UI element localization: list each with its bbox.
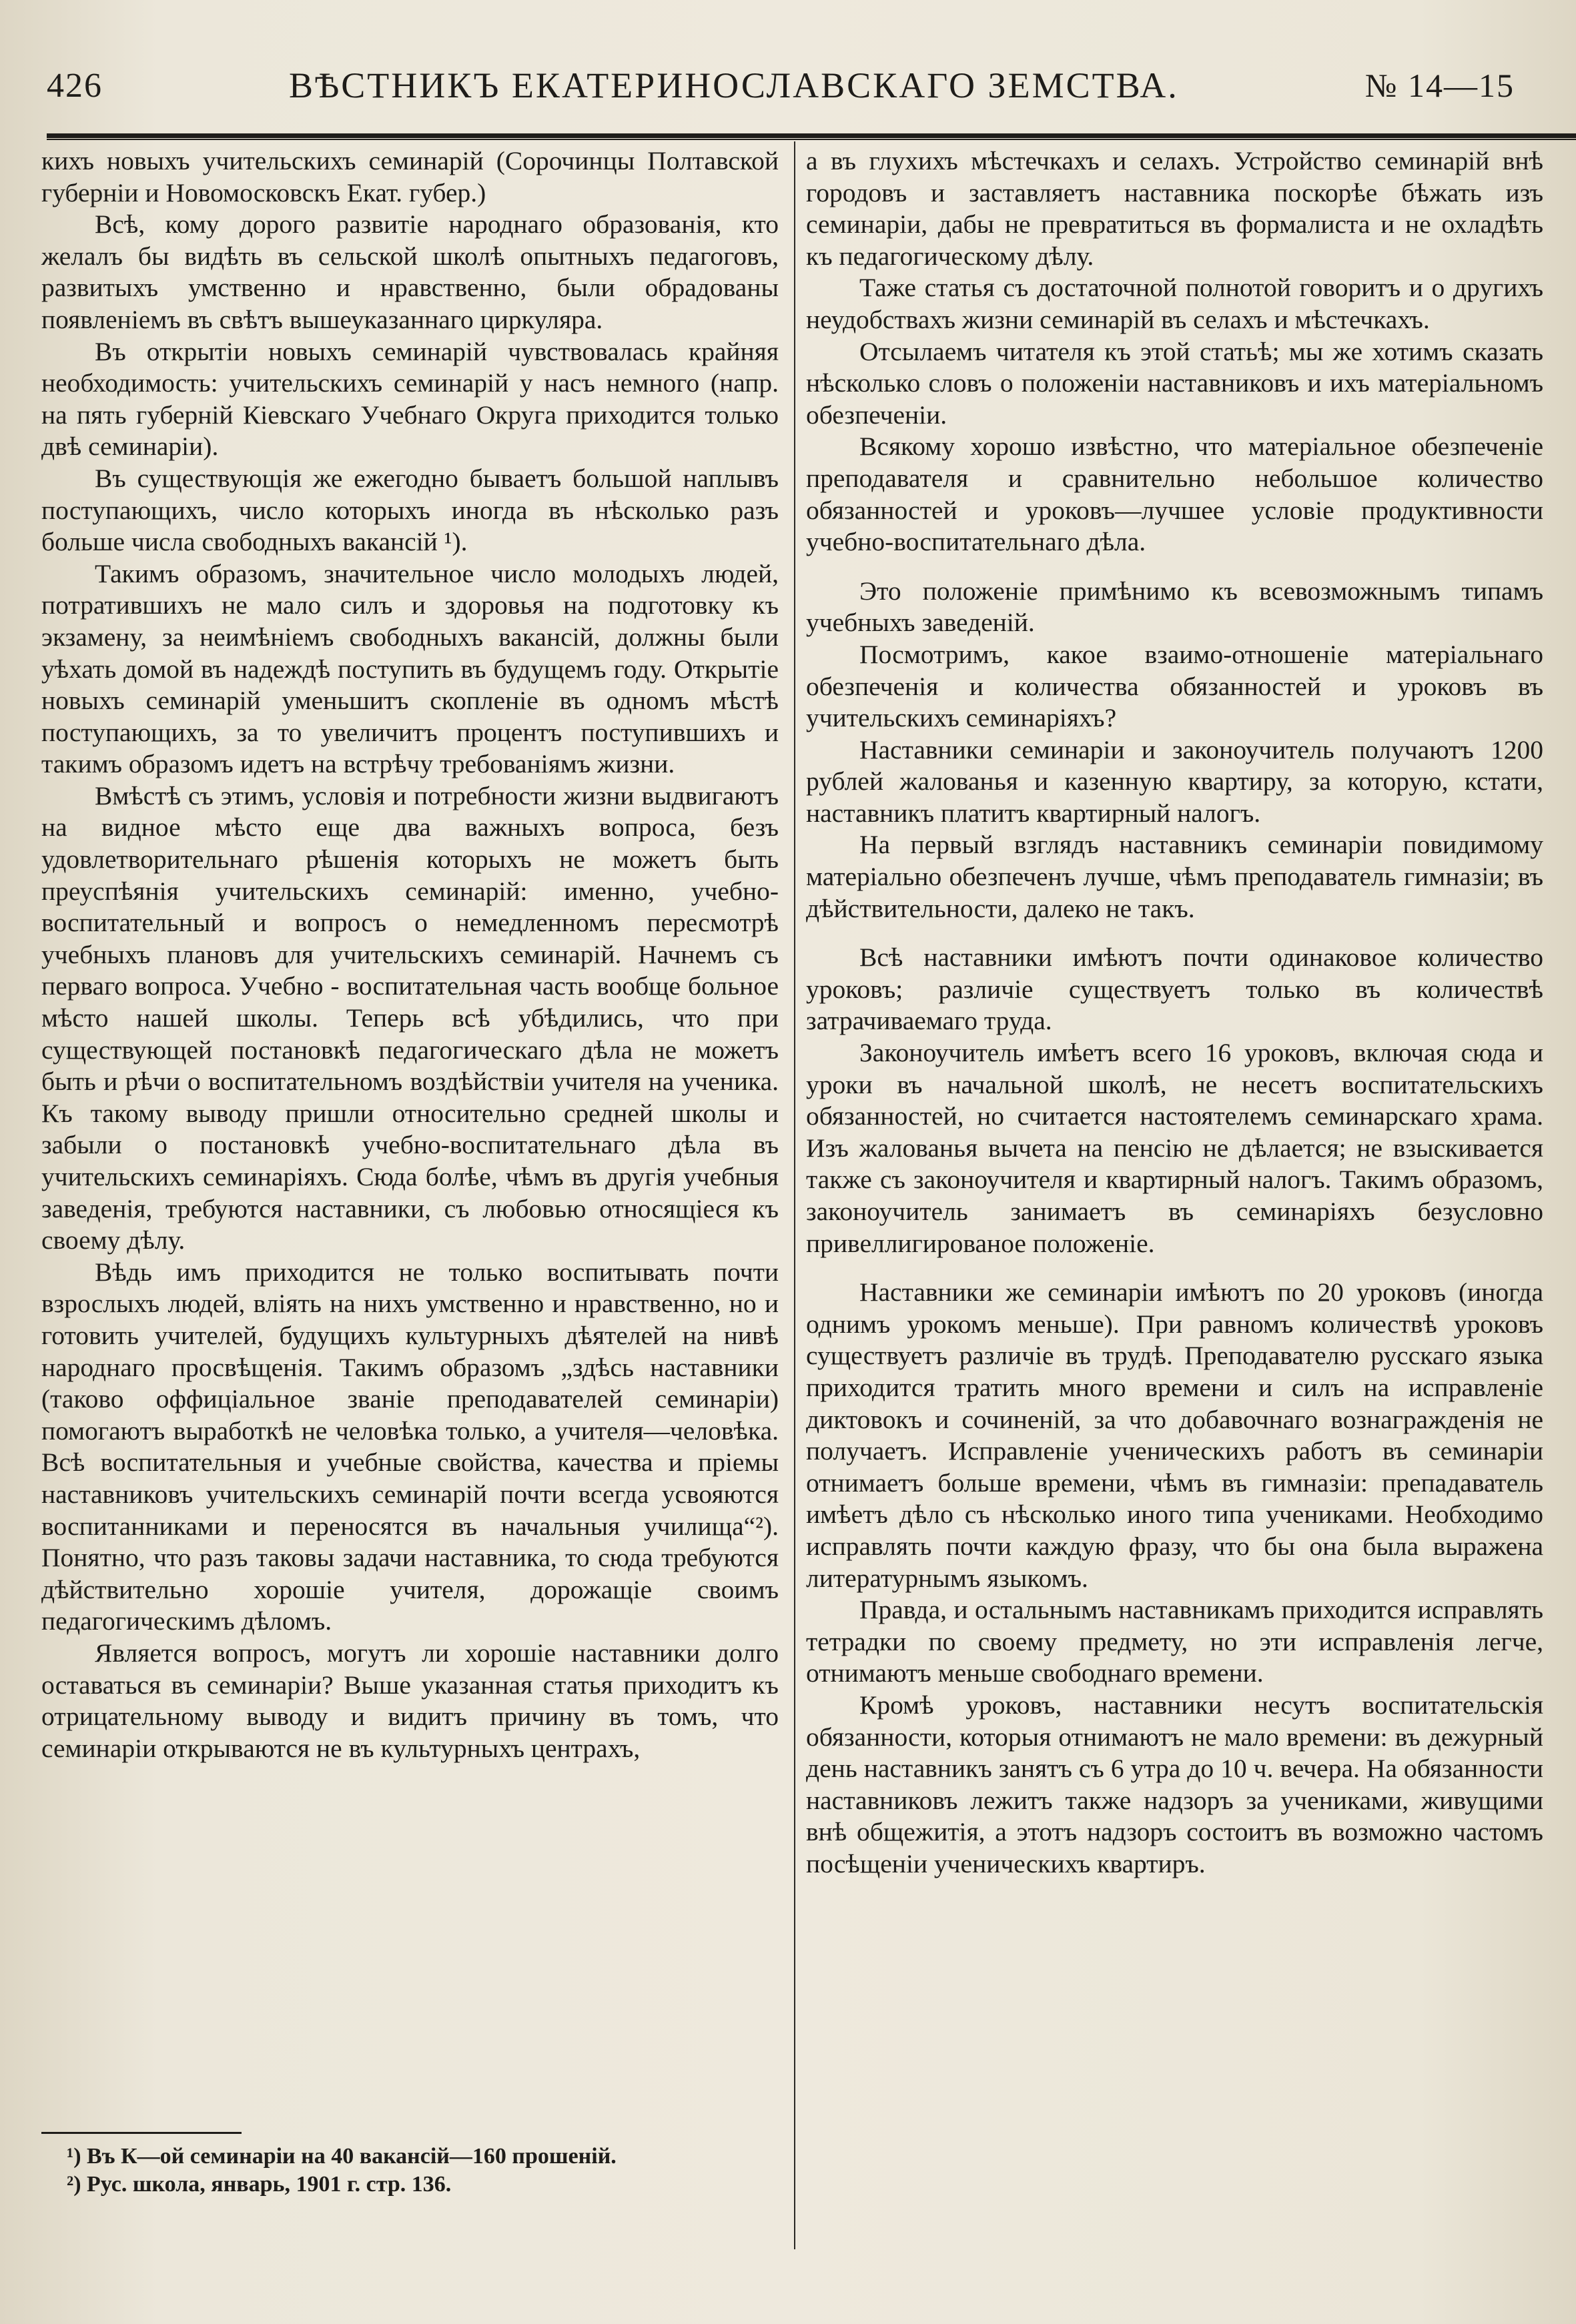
paragraph: На первый взглядъ наставникъ семинаріи повидимому матеріально обезпеченъ лучше, чѣмъ преподаватель гимназіи; въ дѣйствительности, далеко не такъ. xyxy=(806,830,1543,923)
paragraph: Правда, и остальнымъ наставникамъ приходится исправлять тетрадки по своему предмету, но эти исправленія легче, отнимаютъ меньше свободнаго времени. xyxy=(806,1595,1543,1688)
paragraph: Такимъ образомъ, значительное число молодыхъ людей, потратившихъ не мало силъ и здоровья на подготовку къ экзамену, за неимѣніемъ свободныхъ вакансій, должны были уѣхать домой въ надеждѣ поступить въ будущемъ году. Открытіе новыхъ семинарій уменьшитъ скопленіе въ одномъ мѣстѣ поступающихъ, за то увеличитъ процентъ поступившихъ и такимъ образомъ идетъ на встрѣчу требованіямъ жизни. xyxy=(41,558,779,779)
footnotes xyxy=(67,2143,774,2199)
paragraph: Въ открытіи новыхъ семинарій чувствовалась крайняя необходимость: учительскихъ семинарій у насъ немного (напр. на пять губерній Кіевскаго Учебнаго Округа приходится только двѣ семинаріи). xyxy=(41,336,779,462)
running-header xyxy=(47,59,1515,112)
paragraph: Таже статья съ достаточной полнотой говоритъ и о другихъ неудобствахъ жизни семинарій въ селахъ и мѣстечкахъ. xyxy=(806,273,1543,334)
paragraph: Наставники семинаріи и законоучитель получаютъ 1200 рублей жалованья и казенную квартиру, за которую, кстати, наставникъ платитъ квартирный налогъ. xyxy=(806,734,1543,828)
footnote: ¹) Въ К—ой семинаріи на 40 вакансій—160 прошеній. xyxy=(67,2144,617,2169)
issue-number: № 14—15 xyxy=(1364,67,1515,104)
paragraph: Въ существующія же ежегодно бываетъ большой наплывъ поступающихъ, число которыхъ иногда въ нѣсколько разъ больше числа свободныхъ вакансій ¹). xyxy=(41,463,779,557)
paragraph: Вѣдь имъ приходится не только воспитывать почти взрослыхъ людей, вліять на нихъ умственно и нравственно, но и готовить учителей, будущихъ культурныхъ дѣятелей на нивѣ народнаго просвѣщенія. Такимъ образомъ „здѣсь наставники (таково оффиціальное званіе преподавателей семинаріи) помогаютъ выработкѣ не человѣка только, а учителя—человѣка. Всѣ воспитательныя и учебные свойства, качества и пріемы наставниковъ учительскихъ семинарій почти всегда усвояются воспитанниками и переносятся въ начальныя училища“²). Понятно, что разъ таковы задачи наставника, то сюда требуются дѣйствительно хорошіе учителя, дорожащіе своимъ педагогическимъ дѣломъ. xyxy=(41,1257,779,1636)
paragraph: Наставники же семинаріи имѣютъ по 20 уроковъ (иногда однимъ урокомъ меньше). При равномъ количествѣ уроковъ существуетъ различіе въ трудѣ. Преподавателю русскаго языка приходится тратить много времени и силъ на исправленіе диктовокъ и сочиненій, за что добавочнаго вознагражденія не получаетъ. Исправленіе ученическихъ работъ въ семинаріи отнимаетъ больше времени, чѣмъ въ гимназіи: препадаватель имѣетъ дѣло съ нѣсколько иного типа учениками. Необходимо исправлять почти каждую фразу, что бы она была выражена литературнымъ языкомъ. xyxy=(806,1277,1543,1593)
paragraph: Кромѣ уроковъ, наставники несутъ воспитательскія обязанности, которыя отнимаютъ не мало времени: въ дежурный день наставникъ занятъ съ 6 утра до 10 ч. вечера. На обязанности наставниковъ лежитъ также надзоръ за учениками, живущими внѣ общежитія, а этотъ надзоръ состоитъ въ возможно частомъ посѣщеніи ученическихъ квартиръ. xyxy=(806,1690,1543,1878)
paragraph: Посмотримъ, какое взаимо-отношеніе матеріальнаго обезпеченія и количества обязанностей и уроковъ въ учительскихъ семинаріяхъ? xyxy=(806,639,1543,733)
left-column xyxy=(41,145,779,2247)
journal-title: ВѢСТНИКЪ ЕКАТЕРИНОСЛАВСКАГО ЗЕМСТВА. xyxy=(289,65,1179,105)
paragraph: а въ глухихъ мѣстечкахъ и селахъ. Устройство семинарій внѣ городовъ и заставляетъ наставника поскорѣе бѣжать изъ семинаріи, дабы не превратиться въ формалиста и не охладѣть къ педагогическому дѣлу. xyxy=(806,146,1543,271)
page-number: 426 xyxy=(47,66,103,105)
column-divider xyxy=(794,141,795,2249)
footnote-rule xyxy=(41,2132,242,2134)
paragraph: Отсылаемъ читателя къ этой статьѣ; мы же хотимъ сказать нѣсколько словъ о положеніи наставниковъ и ихъ матеріальномъ обезпеченіи. xyxy=(806,336,1543,430)
footnote: ²) Рус. школа, январь, 1901 г. стр. 136. xyxy=(67,2172,452,2197)
paragraph: Вмѣстѣ съ этимъ, условія и потребности жизни выдвигаютъ на видное мѣсто еще два важныхъ вопроса, безъ удовлетворительнаго рѣшенія которыхъ не можетъ быть преуспѣянія учительскихъ семинарій: именно, учебно-воспитательный и вопросъ о немедленномъ пересмотрѣ учебныхъ плановъ для учительскихъ семинарій. Начнемъ съ перваго вопроса. Учебно - воспитательная часть вообще больное мѣсто нашей школы. Теперь всѣ убѣдились, что при существующей постановкѣ педагогическаго дѣла не можетъ быть и рѣчи о воспитательномъ воздѣйствіи учителя на ученика. Къ такому выводу пришли относительно средней школы и забыли о постановкѣ учебно-воспитательнаго дѣла въ учительскихъ семинаріяхъ. Сюда болѣе, чѣмъ въ другія учебныя заведенія, требуются наставники, съ любовью относящіеся къ своему дѣлу. xyxy=(41,780,779,1255)
paragraph: Это положеніе примѣнимо къ всевозможнымъ типамъ учебныхъ заведеній. xyxy=(806,576,1543,638)
paragraph: Является вопросъ, могутъ ли хорошіе наставники долго оставаться въ семинаріи? Выше указанная статья приходитъ къ отрицательному выводу и видитъ причину въ томъ, что семинаріи открываются не въ культурныхъ центрахъ, xyxy=(41,1638,779,1763)
right-column xyxy=(806,145,1543,2300)
paragraph: Всѣ, кому дорого развитіе народнаго образованія, кто желалъ бы видѣть въ сельской школѣ опытныхъ педагоговъ, развитыхъ умственно и нравственно, были обрадованы появленіемъ въ свѣтъ вышеуказаннаго циркуляра. xyxy=(41,209,779,334)
header-rule xyxy=(47,133,1576,140)
paragraph: Законоучитель имѣетъ всего 16 уроковъ, включая сюда и уроки въ начальной школѣ, не несетъ воспитательскихъ обязанностей, но считается настоятелемъ семинарскаго храма. Изъ жалованья вычета на пенсію не дѣлается; не взыскивается также съ законоучителя и квартирный налогъ. Такимъ образомъ, законоучитель занимаетъ въ семинаріяхъ безусловно привеллигированое положеніе. xyxy=(806,1038,1543,1258)
paragraph: кихъ новыхъ учительскихъ семинарій (Сорочинцы Полтавской губерніи и Новомосковскъ Екат. губер.) xyxy=(41,146,779,207)
paragraph: Всѣ наставники имѣютъ почти одинаковое количество уроковъ; различіе существуетъ только въ количествѣ затрачиваемаго труда. xyxy=(806,943,1543,1036)
paragraph: Всякому хорошо извѣстно, что матеріальное обезпеченіе преподавателя и сравнительно небольшое количество обязанностей и уроковъ—лучшее условіе продуктивности учебно-воспитательнаго дѣла. xyxy=(806,432,1543,557)
